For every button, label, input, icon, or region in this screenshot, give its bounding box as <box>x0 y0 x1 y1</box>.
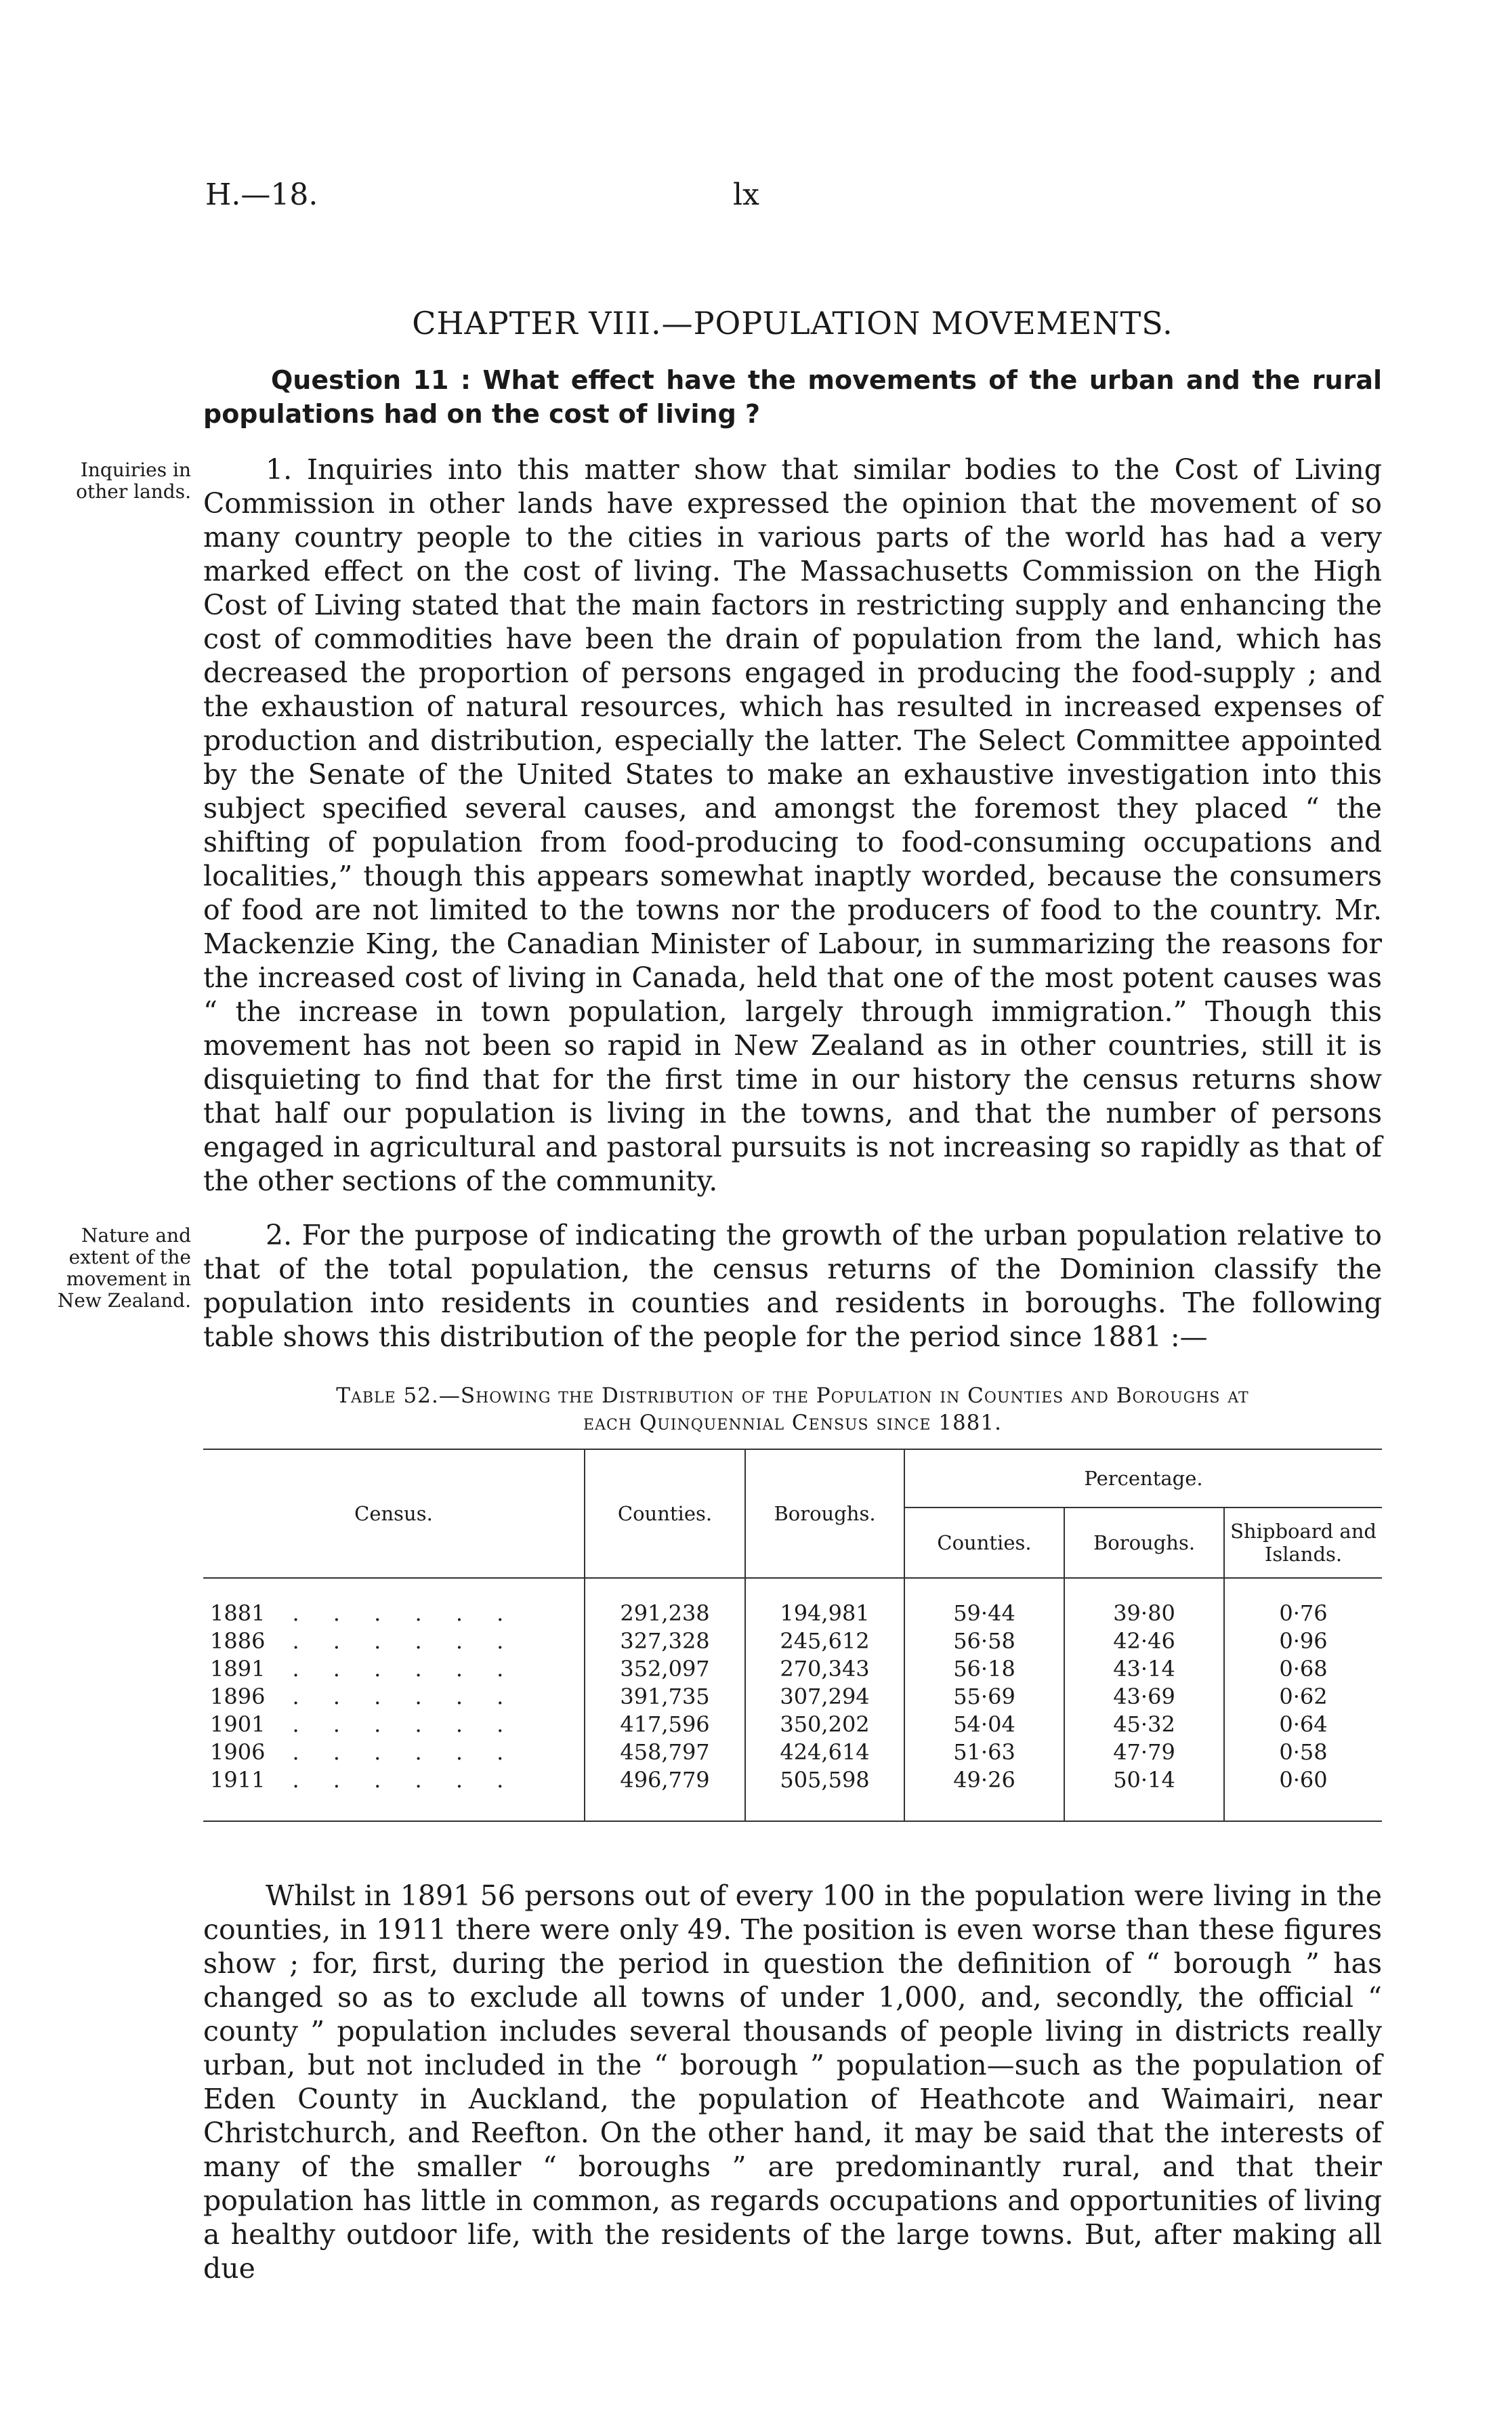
pct-shipboard-cell: 0·62 <box>1224 1682 1382 1710</box>
pct-counties-cell: 54·04 <box>904 1710 1064 1738</box>
boroughs-cell: 245,612 <box>745 1627 904 1655</box>
pct-boroughs-cell: 50·14 <box>1064 1766 1224 1821</box>
leader-dots: . . . . . . <box>292 1655 518 1682</box>
question-heading: Question 11 : What effect have the movements of the urban and the rural populations had on the cost of living ? <box>203 365 1382 429</box>
census-year-cell <box>203 1627 585 1655</box>
census-year: 1906 <box>210 1739 266 1765</box>
table-title <box>203 1382 1382 1436</box>
table-title-line-2: each Quinquennial Census since 1881. <box>583 1411 1002 1435</box>
counties-cell: 391,735 <box>585 1682 745 1710</box>
boroughs-cell: 270,343 <box>745 1655 904 1682</box>
report-code: H.—18. <box>205 178 318 212</box>
pct-boroughs-cell: 47·79 <box>1064 1738 1224 1766</box>
header-pct-counties: Counties. <box>904 1507 1064 1578</box>
census-year: 1911 <box>210 1766 266 1793</box>
boroughs-cell: 194,981 <box>745 1578 904 1627</box>
leader-dots: . . . . . . <box>292 1627 518 1654</box>
pct-counties-cell: 59·44 <box>904 1578 1064 1627</box>
counties-cell: 327,328 <box>585 1627 745 1655</box>
header-pct-boroughs: Boroughs. <box>1064 1507 1224 1578</box>
counties-cell: 496,779 <box>585 1766 745 1821</box>
table-row <box>203 1766 1382 1821</box>
table-row <box>203 1655 1382 1682</box>
header-census: Census. <box>203 1449 585 1578</box>
paragraph-3: Whilst in 1891 56 persons out of every 100 in the population were living in the counties, in 1911 there were only 49. The position is even worse than these figures show ; for, first, during the period in question the definition of “ borough ” has changed so as to exclude all towns of under 1,000, and, secondly, the official “ county ” population includes several thousands of people living in districts really urban, but not included in the “ borough ” population—such as the population of Eden County in Auckland, the population of Heathcote and Waimairi, near Christchurch, and Reefton. On the other hand, it may be said that the interests of many of the smaller “ boroughs ” are predominantly rural, and that their population has little in common, as regards occupations and opportunities of living a healthy outdoor life, with the residents of the large towns. But, after making all due <box>203 1879 1382 2285</box>
counties-cell: 291,238 <box>585 1578 745 1627</box>
leader-dots: . . . . . . <box>292 1711 518 1737</box>
margin-note-nature: Nature and extent of the movement in New Zealand. <box>57 1224 191 1312</box>
boroughs-cell: 307,294 <box>745 1682 904 1710</box>
census-year-cell <box>203 1682 585 1710</box>
census-year: 1891 <box>210 1655 266 1682</box>
margin-note-inquiries: Inquiries in other lands. <box>76 459 191 503</box>
pct-boroughs-cell: 43·69 <box>1064 1682 1224 1710</box>
table-row <box>203 1710 1382 1738</box>
counties-cell: 352,097 <box>585 1655 745 1682</box>
page-number: lx <box>733 178 759 212</box>
pct-shipboard-cell: 0·68 <box>1224 1655 1382 1682</box>
census-year: 1881 <box>210 1600 266 1626</box>
census-year-cell <box>203 1766 585 1821</box>
table-body <box>203 1578 1382 1821</box>
counties-cell: 417,596 <box>585 1710 745 1738</box>
table-title-line-1: Table 52.—Showing the Distribution of the Population in Counties and Boroughs at <box>336 1384 1249 1408</box>
table-row <box>203 1578 1382 1627</box>
pct-shipboard-cell: 0·76 <box>1224 1578 1382 1627</box>
pct-counties-cell: 49·26 <box>904 1766 1064 1821</box>
table-row <box>203 1682 1382 1710</box>
chapter-title: CHAPTER VIII.—POPULATION MOVEMENTS. <box>412 305 1173 341</box>
pct-counties-cell: 51·63 <box>904 1738 1064 1766</box>
pct-counties-cell: 55·69 <box>904 1682 1064 1710</box>
header-boroughs: Boroughs. <box>745 1449 904 1578</box>
paragraph-2: 2. For the purpose of indicating the growth of the urban population relative to that of the total population, the census returns of the Dominion classify the population into residents in counties and residents in boroughs. The following table shows this distribution of the people for the period since 1881 :— <box>203 1219 1382 1353</box>
population-table <box>203 1449 1382 1822</box>
pct-boroughs-cell: 45·32 <box>1064 1710 1224 1738</box>
pct-shipboard-cell: 0·96 <box>1224 1627 1382 1655</box>
header-counties: Counties. <box>585 1449 745 1578</box>
pct-boroughs-cell: 39·80 <box>1064 1578 1224 1627</box>
census-year: 1886 <box>210 1627 266 1654</box>
paragraph-1: 1. Inquiries into this matter show that similar bodies to the Cost of Living Commission in other lands have expressed the opinion that the movement of so many country people to the cities in various parts of the world has had a very marked effect on the cost of living. The Massachusetts Commission on the High Cost of Living stated that the main factors in restricting supply and enhancing the cost of commodities have been the drain of population from the land, which has decreased the proportion of persons engaged in producing the food-supply ; and the exhaustion of natural resources, which has resulted in increased expenses of production and distribution, especially the latter. The Select Committee appointed by the Senate of the United States to make an exhaustive investigation into this subject specified several causes, and amongst the foremost they placed “ the shifting of population from food-producing to food-consuming occupations and localities,” though this appears somewhat inaptly worded, because the consumers of food are not limited to the towns nor the producers of food to the country. Mr. Mackenzie King, the Canadian Minister of Labour, in summarizing the reasons for the increased cost of living in Canada, held that one of the most potent causes was “ the increase in town population, largely through immigration.” Though this movement has not been so rapid in New Zealand as in other countries, still it is disquieting to find that for the first time in our history the census returns show that half our population is living in the towns, and that the number of persons engaged in agricultural and pastoral pursuits is not increasing so rapidly as that of the other sections of the community. <box>203 453 1382 1197</box>
pct-boroughs-cell: 43·14 <box>1064 1655 1224 1682</box>
boroughs-cell: 424,614 <box>745 1738 904 1766</box>
leader-dots: . . . . . . <box>292 1739 518 1765</box>
pct-shipboard-cell: 0·58 <box>1224 1738 1382 1766</box>
leader-dots: . . . . . . <box>292 1600 518 1626</box>
leader-dots: . . . . . . <box>292 1766 518 1793</box>
pct-counties-cell: 56·58 <box>904 1627 1064 1655</box>
census-year-cell <box>203 1738 585 1766</box>
pct-counties-cell: 56·18 <box>904 1655 1064 1682</box>
boroughs-cell: 505,598 <box>745 1766 904 1821</box>
boroughs-cell: 350,202 <box>745 1710 904 1738</box>
pct-boroughs-cell: 42·46 <box>1064 1627 1224 1655</box>
counties-cell: 458,797 <box>585 1738 745 1766</box>
pct-shipboard-cell: 0·64 <box>1224 1710 1382 1738</box>
census-year-cell <box>203 1710 585 1738</box>
table-row <box>203 1627 1382 1655</box>
pct-shipboard-cell: 0·60 <box>1224 1766 1382 1821</box>
header-pct-shipboard: Shipboard and Islands. <box>1224 1507 1382 1578</box>
census-year: 1896 <box>210 1683 266 1709</box>
census-year-cell <box>203 1578 585 1627</box>
header-percentage: Percentage. <box>904 1449 1382 1507</box>
leader-dots: . . . . . . <box>292 1683 518 1709</box>
table-row <box>203 1738 1382 1766</box>
census-year: 1901 <box>210 1711 266 1737</box>
census-year-cell <box>203 1655 585 1682</box>
